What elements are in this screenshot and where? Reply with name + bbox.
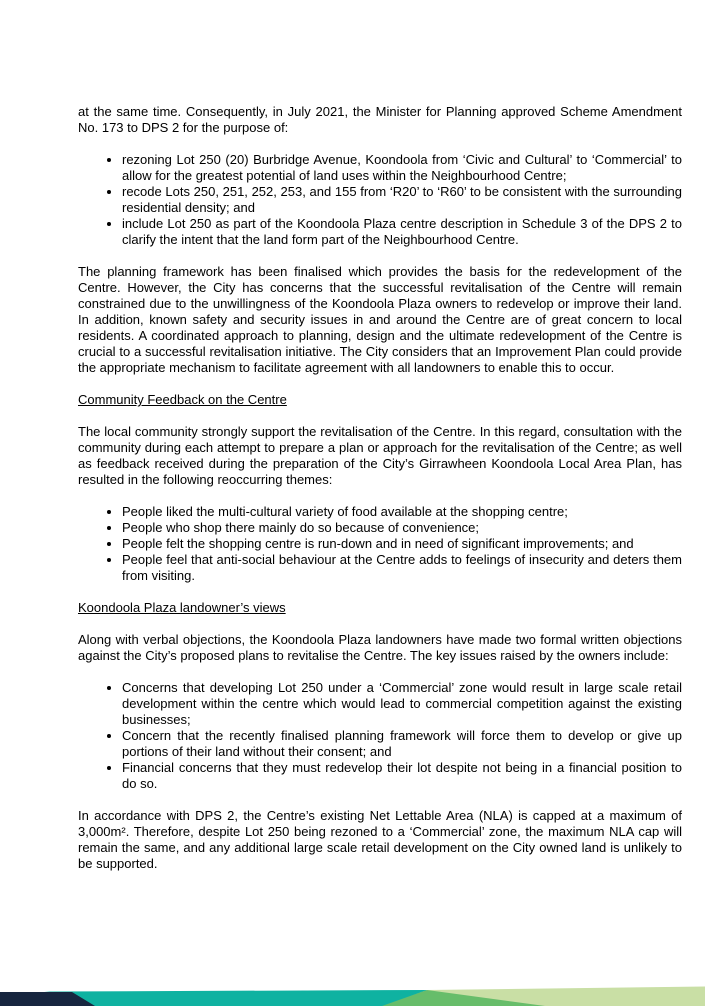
list-item-financial-concerns: • Financial concerns that they must redevelop their lot despite not being in a financial position to do so. bbox=[122, 760, 682, 792]
heading-landowner-views: Koondoola Plaza landowner’s views bbox=[78, 600, 286, 615]
list-item-recode: • recode Lots 250, 251, 252, 253, and 155 from ‘R20’ to ‘R60’ to be consistent with the surrounding residential density; and bbox=[122, 184, 682, 216]
paragraph-planning-framework: The planning framework has been finalised which provides the basis for the redevelopment of the Centre. However, the City has concerns that the successful revitalisation of the Centre will remain constrained due to the unwillingness of the Koondoola Plaza owners to redevelop or improve their land. In addition, known safety and security issues in and around the Centre are of great concern to local residents. A coordinated approach to planning, design and the ultimate redevelopment of the Centre is crucial to a successful revitalisation initiative. The City considers that an Improvement Plan could provide the appropriate mechanism to facilitate agreement with all landowners to enable this to occur. bbox=[78, 264, 682, 375]
heading-community-feedback: Community Feedback on the Centre bbox=[78, 392, 287, 407]
list-item-food-variety: • People liked the multi-cultural variety of food available at the shopping centre; bbox=[122, 504, 682, 520]
bullet-list-feedback-themes bbox=[78, 504, 682, 584]
footer-decoration bbox=[0, 984, 705, 1006]
paragraph-intro: at the same time. Consequently, in July 2021, the Minister for Planning approved Scheme Amendment No. 173 to DPS 2 for the purpose of: bbox=[78, 104, 682, 135]
bullet-list-owner-issues bbox=[78, 680, 682, 792]
list-item-forced-development: • Concern that the recently finalised planning framework will force them to develop or give up portions of their land without their consent; and bbox=[122, 728, 682, 760]
paragraph-objections: Along with verbal objections, the Koondoola Plaza landowners have made two formal written objections against the City’s proposed plans to revitalise the Centre. The key issues raised by the owners include: bbox=[78, 632, 682, 663]
list-item-commercial-concerns: • Concerns that developing Lot 250 under a ‘Commercial’ zone would result in large scale retail development within the centre which would lead to commercial competition against the existing businesses; bbox=[122, 680, 682, 728]
bullet-list-scheme-amendment bbox=[78, 152, 682, 248]
list-item-anti-social: • People feel that anti-social behaviour at the Centre adds to feelings of insecurity and deters them from visiting. bbox=[122, 552, 682, 584]
paragraph-community-feedback: The local community strongly support the revitalisation of the Centre. In this regard, consultation with the community during each attempt to prepare a plan or approach for the revitalisation of the Centre; as well as feedback received during the preparation of the City’s Girrawheen Koondoola Local Area Plan, has resulted in the following reoccurring themes: bbox=[78, 424, 682, 487]
list-item-run-down: • People felt the shopping centre is run-down and in need of significant improvements; and bbox=[122, 536, 682, 552]
document-content bbox=[78, 104, 682, 888]
paragraph-nla-cap: In accordance with DPS 2, the Centre’s existing Net Lettable Area (NLA) is capped at a maximum of 3,000m². Therefore, despite Lot 250 being rezoned to a ‘Commercial’ zone, the maximum NLA cap will remain the same, and any additional large scale retail development on the City owned land is unlikely to be supported. bbox=[78, 808, 682, 871]
list-item-rezoning: • rezoning Lot 250 (20) Burbridge Avenue, Koondoola from ‘Civic and Cultural’ to ‘Commercial’ to allow for the greatest potential of land uses within the Neighbourhood Centre; bbox=[122, 152, 682, 184]
list-item-include-lot: • include Lot 250 as part of the Koondoola Plaza centre description in Schedule 3 of the DPS 2 to clarify the intent that the land form part of the Neighbourhood Centre. bbox=[122, 216, 682, 248]
list-item-convenience: • People who shop there mainly do so because of convenience; bbox=[122, 520, 682, 536]
